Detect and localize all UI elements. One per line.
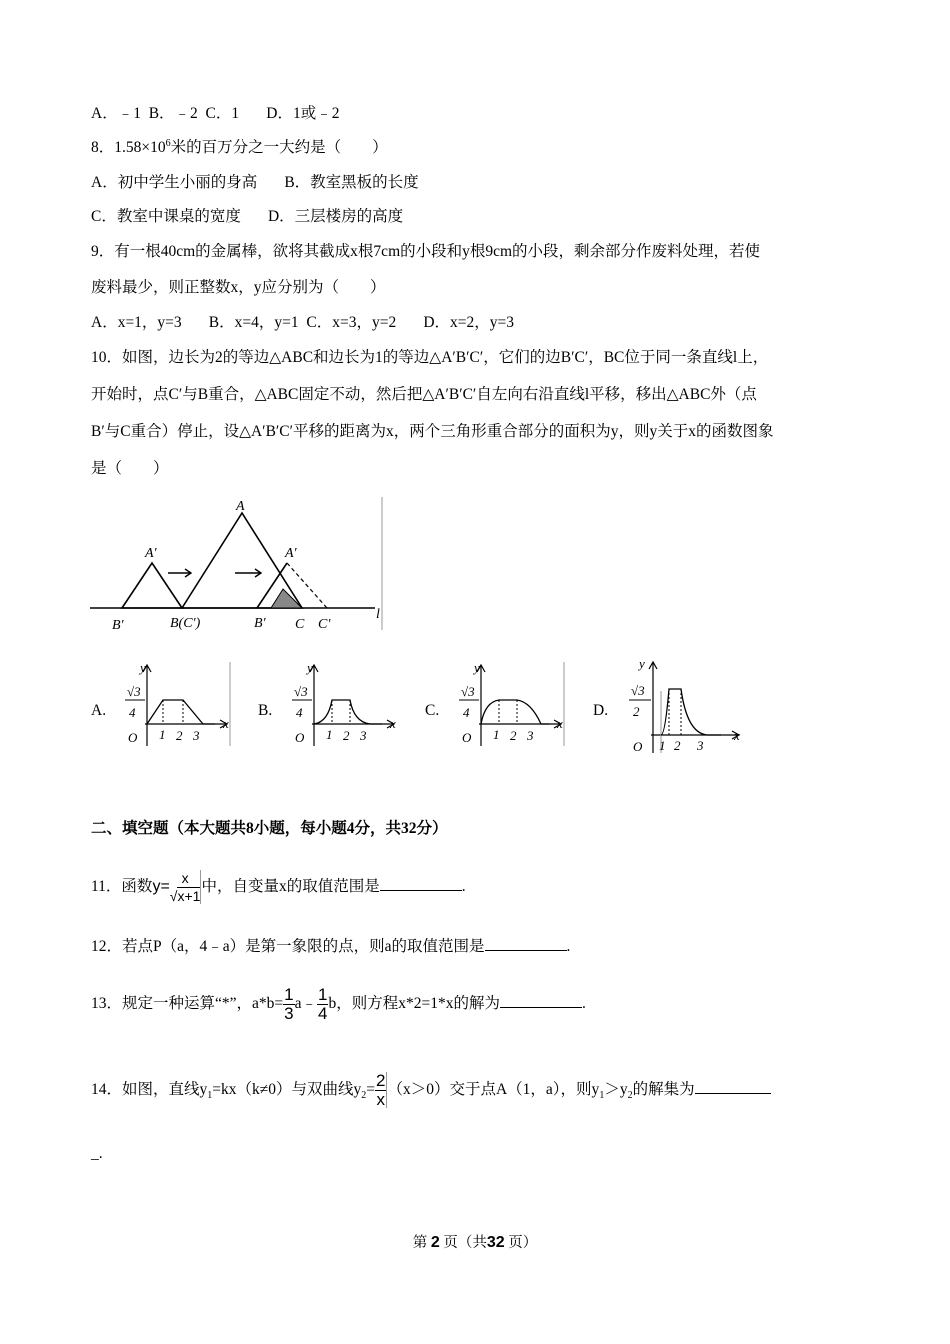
fig-label-A-prime-left: A′ (145, 546, 157, 561)
q9-stem-line2: 废料最少，则正整数x，y应分别为（ ） (91, 279, 386, 296)
q14-sub-1: 1 (207, 1090, 213, 1102)
graph-a-tick-2: 2 (176, 728, 183, 743)
q10-option-c-graph (449, 660, 569, 748)
q13-prefix: 13．规定一种运算“*”，a*b= (91, 995, 284, 1012)
graph-d-origin: O (633, 739, 643, 754)
q13-answer-blank[interactable] (500, 993, 582, 1008)
graph-b-origin: O (295, 730, 305, 745)
q11-formula-numerator: x (181, 869, 189, 886)
q13-mid: a﹣ (294, 995, 317, 1012)
fig-label-A: A (236, 499, 245, 514)
q11-formula-fraction (170, 870, 201, 905)
graph-c-tick-1: 1 (493, 727, 500, 742)
q10-option-b-label: B. (258, 702, 273, 719)
footer-total-pages: 32 (486, 1234, 505, 1251)
graph-a-origin: O (128, 730, 138, 745)
graph-d-y-axis-label: y (639, 656, 645, 671)
q13-suffix: b，则方程x*2=1*x的解为 (328, 995, 500, 1012)
graph-a-tick-1: 1 (159, 727, 166, 742)
q8-stem-exponent: 6 (165, 137, 171, 149)
q10-triangle-figure (90, 495, 385, 635)
graph-b-y-numerator: √3 (294, 684, 308, 699)
q12-end: . (566, 938, 571, 955)
section-2-heading: 二、填空题（本大题共8小题，每小题4分，共32分） (91, 820, 448, 837)
q14-answer-blank[interactable] (695, 1079, 771, 1094)
q13-fraction-2 (317, 986, 328, 1023)
q12-answer-blank[interactable] (485, 936, 567, 951)
q11-formula-denominator-wrap: √x+1 (169, 887, 201, 904)
graph-d-y-numerator: √3 (631, 683, 645, 698)
graph-b-tick-1: 1 (326, 727, 333, 742)
q8-stem-suffix: 米的百万分之一大约是（ ） (170, 139, 388, 156)
fig-label-l: l (376, 607, 380, 622)
q14-mid-3: （x＞0）交于点A（1，a），则y (387, 1081, 600, 1098)
graph-c-tick-3: 3 (527, 728, 534, 743)
q11 (91, 868, 466, 906)
q10-option-a-graph (115, 660, 235, 748)
fig-label-C: C (295, 617, 305, 632)
graph-a-y-axis-label: y (140, 660, 146, 675)
fig-label-B-prime-right: B′ (254, 616, 266, 631)
q14-mid-2: = (366, 1081, 376, 1098)
q13-fraction-2-num: 1 (318, 984, 328, 1004)
q9-stem-line1: 9．有一根40cm的金属棒，欲将其截成x根7cm的小段和y根9cm的小段，剩余部分作废料处理，若使 (91, 243, 761, 260)
graph-d-x-axis-label: x (734, 728, 740, 743)
q10-stem-line2: 开始时，点C′与B重合，△ABC固定不动，然后把△A′B′C′自左向右沿直线l平移，移出△ABC外（点 (91, 386, 757, 403)
graph-c-y-numerator: √3 (461, 684, 475, 699)
q10-option-c-label: C. (425, 702, 440, 719)
q8-stem-prefix: 8．1.58×10 (91, 139, 166, 156)
q14 (91, 1070, 771, 1110)
graph-a-y-denominator: 4 (129, 705, 136, 720)
q12-text: 12．若点P（a，4﹣a）是第一象限的点，则a的取值范围是 (91, 938, 485, 955)
q12 (91, 936, 570, 957)
fig-label-C-prime: C′ (318, 617, 331, 632)
q13 (91, 984, 586, 1024)
graph-d-tick-1: 1 (659, 738, 666, 753)
graph-b-y-denominator: 4 (296, 705, 303, 720)
graph-a-y-numerator: √3 (127, 684, 141, 699)
footer-mid: 页（共 (443, 1235, 487, 1251)
q8-options-ab: A．初中学生小丽的身高 B．教室黑板的长度 (91, 174, 419, 191)
fig-label-B-C-prime: B(C′) (170, 616, 201, 631)
footer-page-number: 2 (430, 1234, 440, 1251)
graph-d-tick-3: 3 (697, 738, 704, 753)
q11-prefix: 11．函数 (91, 878, 153, 895)
q14-sub-2: 2 (361, 1090, 367, 1102)
graph-b-y-axis-label: y (307, 660, 313, 675)
q7-options: A．﹣1 B．﹣2 C．1 D．1或﹣2 (91, 105, 340, 122)
q13-fraction-1-den: 3 (284, 1003, 294, 1023)
q10-option-a-label: A. (91, 702, 107, 719)
footer-post: 页） (508, 1235, 538, 1251)
q10-stem-line4: 是（ ） (91, 460, 169, 477)
graph-b-x-axis-label: x (390, 716, 396, 731)
graph-d-y-denominator: 2 (633, 704, 640, 719)
footer-pre: 第 (412, 1235, 428, 1251)
q10-option-d-label: D. (593, 702, 609, 719)
q10-option-b-graph (282, 660, 402, 748)
q14-sub-4: 2 (627, 1090, 633, 1102)
graph-c-origin: O (462, 730, 472, 745)
fig-label-A-prime-right: A′ (285, 546, 297, 561)
graph-a-x-axis-label: x (223, 716, 229, 731)
graph-c-tick-2: 2 (510, 728, 517, 743)
graph-b-tick-2: 2 (343, 728, 350, 743)
q8-options-cd: C．教室中课桌的宽度 D．三层楼房的高度 (91, 208, 404, 225)
q14-fraction-num: 2 (376, 1070, 386, 1090)
graph-c-x-axis-label: x (557, 716, 563, 731)
q14-fraction-den: x (376, 1089, 385, 1109)
graph-d-tick-2: 2 (674, 738, 681, 753)
q14-mid-1: =kx（k≠0）与双曲线y (212, 1081, 362, 1098)
q11-formula-denominator: x+1 (177, 887, 201, 904)
q14-prefix: 14．如图，直线y (91, 1081, 208, 1098)
fig-label-B-prime-left: B′ (112, 618, 124, 633)
q11-end: . (461, 878, 466, 895)
q14-fraction (375, 1072, 386, 1109)
graph-b-tick-3: 3 (360, 728, 367, 743)
page-footer (0, 1231, 950, 1252)
q14-sub-3: 1 (599, 1090, 605, 1102)
graph-c-y-denominator: 4 (463, 705, 470, 720)
q13-fraction-1-num: 1 (284, 984, 294, 1004)
q10-stem-line3: B′与C重合）停止，设△A′B′C′平移的距离为x，两个三角形重合部分的面积为y，则y关于x的函数图象 (91, 423, 774, 440)
q13-end: . (581, 995, 586, 1012)
q11-suffix: 中，自变量x的取值范围是 (201, 878, 380, 895)
q9-options: A．x=1，y=3 B．x=4，y=1 C．x=3，y=2 D．x=2，y=3 (91, 314, 514, 331)
q14-suffix: 的解集为 (632, 1081, 695, 1098)
q13-fraction-2-den: 4 (318, 1003, 328, 1023)
q14-mid-4: ＞y (604, 1081, 628, 1098)
q10-stem-line1: 10．如图，边长为2的等边△ABC和边长为1的等边△A′B′C′，它们的边B′C′，BC位于同一条直线l上， (91, 349, 769, 366)
q11-formula-lhs: y= (152, 878, 170, 895)
graph-a-tick-3: 3 (193, 728, 200, 743)
q14-line2: _. (91, 1145, 103, 1162)
q11-answer-blank[interactable] (380, 876, 462, 891)
q10-option-d-graph (617, 655, 747, 755)
graph-c-y-axis-label: y (474, 660, 480, 675)
q13-fraction-1 (283, 986, 294, 1023)
q8-stem (91, 138, 388, 158)
